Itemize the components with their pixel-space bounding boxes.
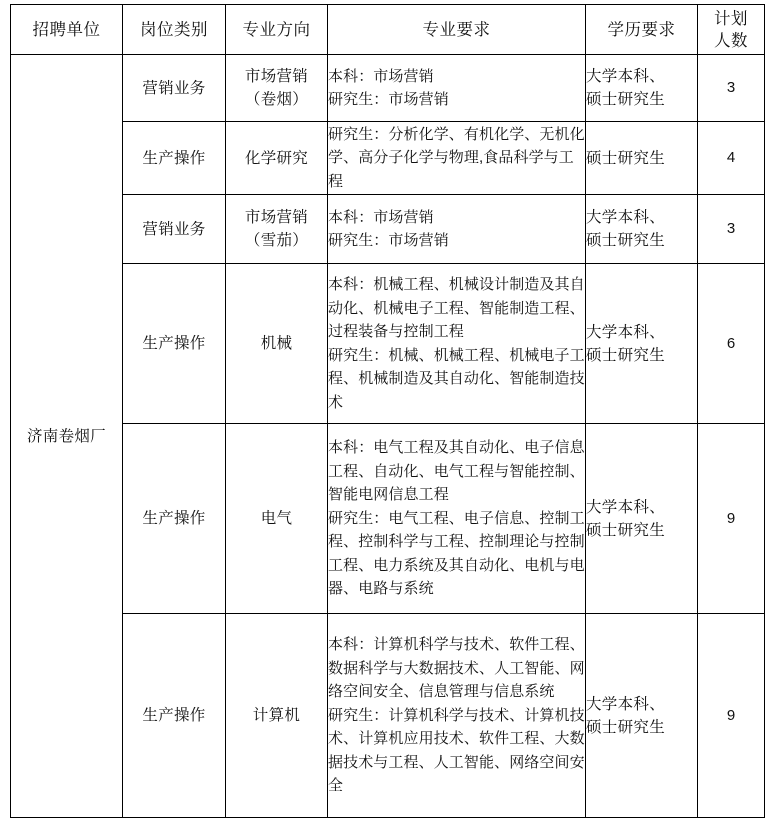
cell-direction-line2: （卷烟） (244, 91, 309, 108)
header-direction: 专业方向 (226, 5, 328, 55)
cell-education-line1: 大学本科、 (586, 498, 666, 516)
table-row (11, 614, 765, 818)
cell-requirement-line1: 研究生：分析化学、有机化学、无机化学、高分子化学与物理,食品科学与工程 (328, 125, 585, 190)
cell-direction (226, 264, 328, 424)
cell-education (586, 264, 698, 424)
cell-category: 营销业务 (123, 195, 226, 264)
cell-direction (226, 424, 328, 614)
cell-education-line2: 硕士研究生 (586, 91, 666, 108)
table-row (11, 264, 765, 424)
cell-direction-line1: 机械 (260, 335, 293, 352)
table-row (11, 424, 765, 614)
cell-direction (226, 614, 328, 818)
cell-education (586, 55, 698, 122)
cell-education-line2: 硕士研究生 (586, 521, 666, 539)
table-header (11, 5, 765, 55)
cell-requirement (328, 424, 586, 614)
header-headcount-line2: 人数 (714, 31, 748, 50)
cell-headcount: 6 (698, 264, 765, 424)
cell-unit-name: 济南卷烟厂 (11, 55, 123, 818)
cell-requirement-line2: 研究生：机械、机械工程、机械电子工程、机械制造及其自动化、智能制造技术 (328, 346, 585, 411)
cell-category: 生产操作 (123, 614, 226, 818)
cell-direction (226, 122, 328, 195)
recruitment-table-container (10, 4, 764, 818)
cell-education (586, 195, 698, 264)
cell-requirement-line2: 研究生：市场营销 (328, 232, 449, 249)
cell-category: 生产操作 (123, 122, 226, 195)
cell-direction (226, 195, 328, 264)
cell-direction-line1: 电气 (260, 510, 293, 527)
cell-education (586, 614, 698, 818)
cell-headcount: 4 (698, 122, 765, 195)
cell-requirement-line1: 本科：机械工程、机械设计制造及其自动化、机械电子工程、智能制造工程、过程装备与控制工程 (328, 276, 585, 340)
cell-education-line1: 大学本科、 (586, 323, 666, 341)
header-education: 学历要求 (586, 5, 698, 55)
cell-requirement-line1: 本科：市场营销 (328, 208, 434, 226)
cell-headcount: 3 (698, 195, 765, 264)
header-unit: 招聘单位 (11, 5, 123, 55)
cell-requirement-line2: 研究生：计算机科学与技术、计算机技术、计算机应用技术、软件工程、大数据技术与工程、人工智能、网络空间安全 (328, 706, 585, 795)
cell-requirement (328, 614, 586, 818)
cell-requirement (328, 55, 586, 122)
cell-direction-line1: 计算机 (252, 707, 301, 724)
cell-requirement (328, 122, 586, 195)
cell-category: 营销业务 (123, 55, 226, 122)
cell-requirement (328, 195, 586, 264)
cell-requirement-line1: 本科：市场营销 (328, 67, 434, 85)
table-row (11, 195, 765, 264)
cell-direction-line1: 化学研究 (244, 149, 309, 167)
cell-requirement-line2: 研究生：电气工程、电子信息、控制工程、控制科学与工程、控制理论与控制工程、电力系统及其自动化、电机与电器、电路与系统 (328, 509, 585, 598)
cell-headcount: 9 (698, 614, 765, 818)
cell-education-line1: 大学本科、 (586, 209, 666, 226)
cell-education-line1: 硕士研究生 (586, 149, 666, 167)
cell-direction-line1: 市场营销 (244, 68, 309, 85)
cell-education-line1: 大学本科、 (586, 695, 666, 713)
table-body (11, 55, 765, 818)
cell-education (586, 122, 698, 195)
cell-education-line2: 硕士研究生 (586, 346, 666, 364)
header-category: 岗位类别 (123, 5, 226, 55)
cell-direction (226, 55, 328, 122)
cell-education-line2: 硕士研究生 (586, 718, 666, 736)
cell-direction-line2: （雪茄） (244, 232, 309, 249)
cell-category: 生产操作 (123, 264, 226, 424)
header-requirement: 专业要求 (328, 5, 586, 55)
cell-requirement (328, 264, 586, 424)
table-row (11, 122, 765, 195)
cell-headcount: 9 (698, 424, 765, 614)
cell-education-line2: 硕士研究生 (586, 232, 666, 249)
cell-requirement-line1: 本科：计算机科学与技术、软件工程、数据科学与大数据技术、人工智能、网络空间安全、信息管理与信息系统 (328, 636, 585, 701)
cell-direction-line1: 市场营销 (244, 209, 309, 226)
table-header-row (11, 5, 765, 55)
cell-education (586, 424, 698, 614)
cell-requirement-line2: 研究生：市场营销 (328, 91, 449, 108)
recruitment-table (10, 4, 765, 818)
cell-education-line1: 大学本科、 (586, 68, 666, 85)
header-headcount-line1: 计划 (714, 9, 748, 28)
cell-category: 生产操作 (123, 424, 226, 614)
cell-headcount: 3 (698, 55, 765, 122)
cell-requirement-line1: 本科：电气工程及其自动化、电子信息工程、自动化、电气工程与智能控制、智能电网信息工程 (328, 439, 585, 504)
header-headcount (698, 5, 765, 55)
table-row (11, 55, 765, 122)
